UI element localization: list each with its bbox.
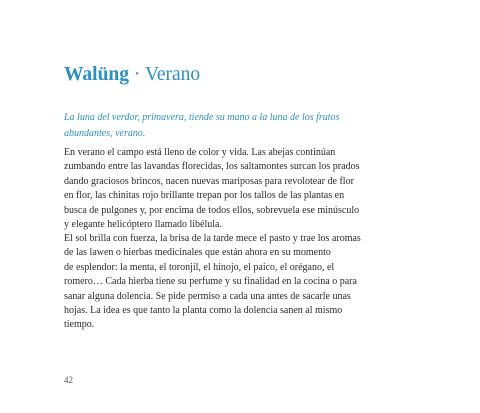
paragraph-line: y elegante helicóptero llamado libélula. <box>64 219 222 231</box>
paragraph-line: tiempo. <box>64 319 95 331</box>
paragraph-line: en flor, las chinitas rojo brillante trepan por los tallos de las plantas en <box>64 190 345 202</box>
title-separator: · <box>133 64 141 85</box>
chapter-title-main: Walüng <box>64 64 130 85</box>
body-paragraph-2 <box>64 232 364 333</box>
paragraph-line: de las lawen o hierbas medicinales que están ahora en su momento <box>64 247 331 259</box>
paragraph-line: zumbando entre las lavandas florecidas, los saltamontes surcan los prados <box>64 161 360 173</box>
page-number: 42 <box>64 375 73 385</box>
paragraph-line: de esplendor: la menta, el toronjil, el hinojo, el paico, el orégano, el <box>64 261 335 273</box>
paragraph-line: dando graciosos brincos, nacen nuevas mariposas para revolotear de flor <box>64 175 354 187</box>
paragraph-line: busca de pulgones y, por encima de todos ellos, sobrevuela ese minúsculo <box>64 204 360 216</box>
chapter-title-sub: Verano <box>144 64 201 85</box>
chapter-title <box>64 64 200 85</box>
paragraph-line: En verano el campo está lleno de color y vida. Las abejas continúan <box>64 147 336 158</box>
paragraph-line: romero… Cada hierba tiene su perfume y su finalidad en la cocina o para <box>64 276 357 288</box>
paragraph-line: El sol brilla con fuerza, la brisa de la tarde mece el pasto y trae los aromas <box>64 233 361 244</box>
epigraph: La luna del verdor, primavera, tiende su mano a la luna de los frutos abundantes, verano. <box>64 112 340 139</box>
paragraph-line: hojas. La idea es que tanto la planta como la dolencia sanen al mismo <box>64 305 343 317</box>
body-paragraph-1 <box>64 146 364 232</box>
paragraph-line: sanar alguna dolencia. Se pide permiso a cada una antes de sacarle unas <box>64 290 351 302</box>
